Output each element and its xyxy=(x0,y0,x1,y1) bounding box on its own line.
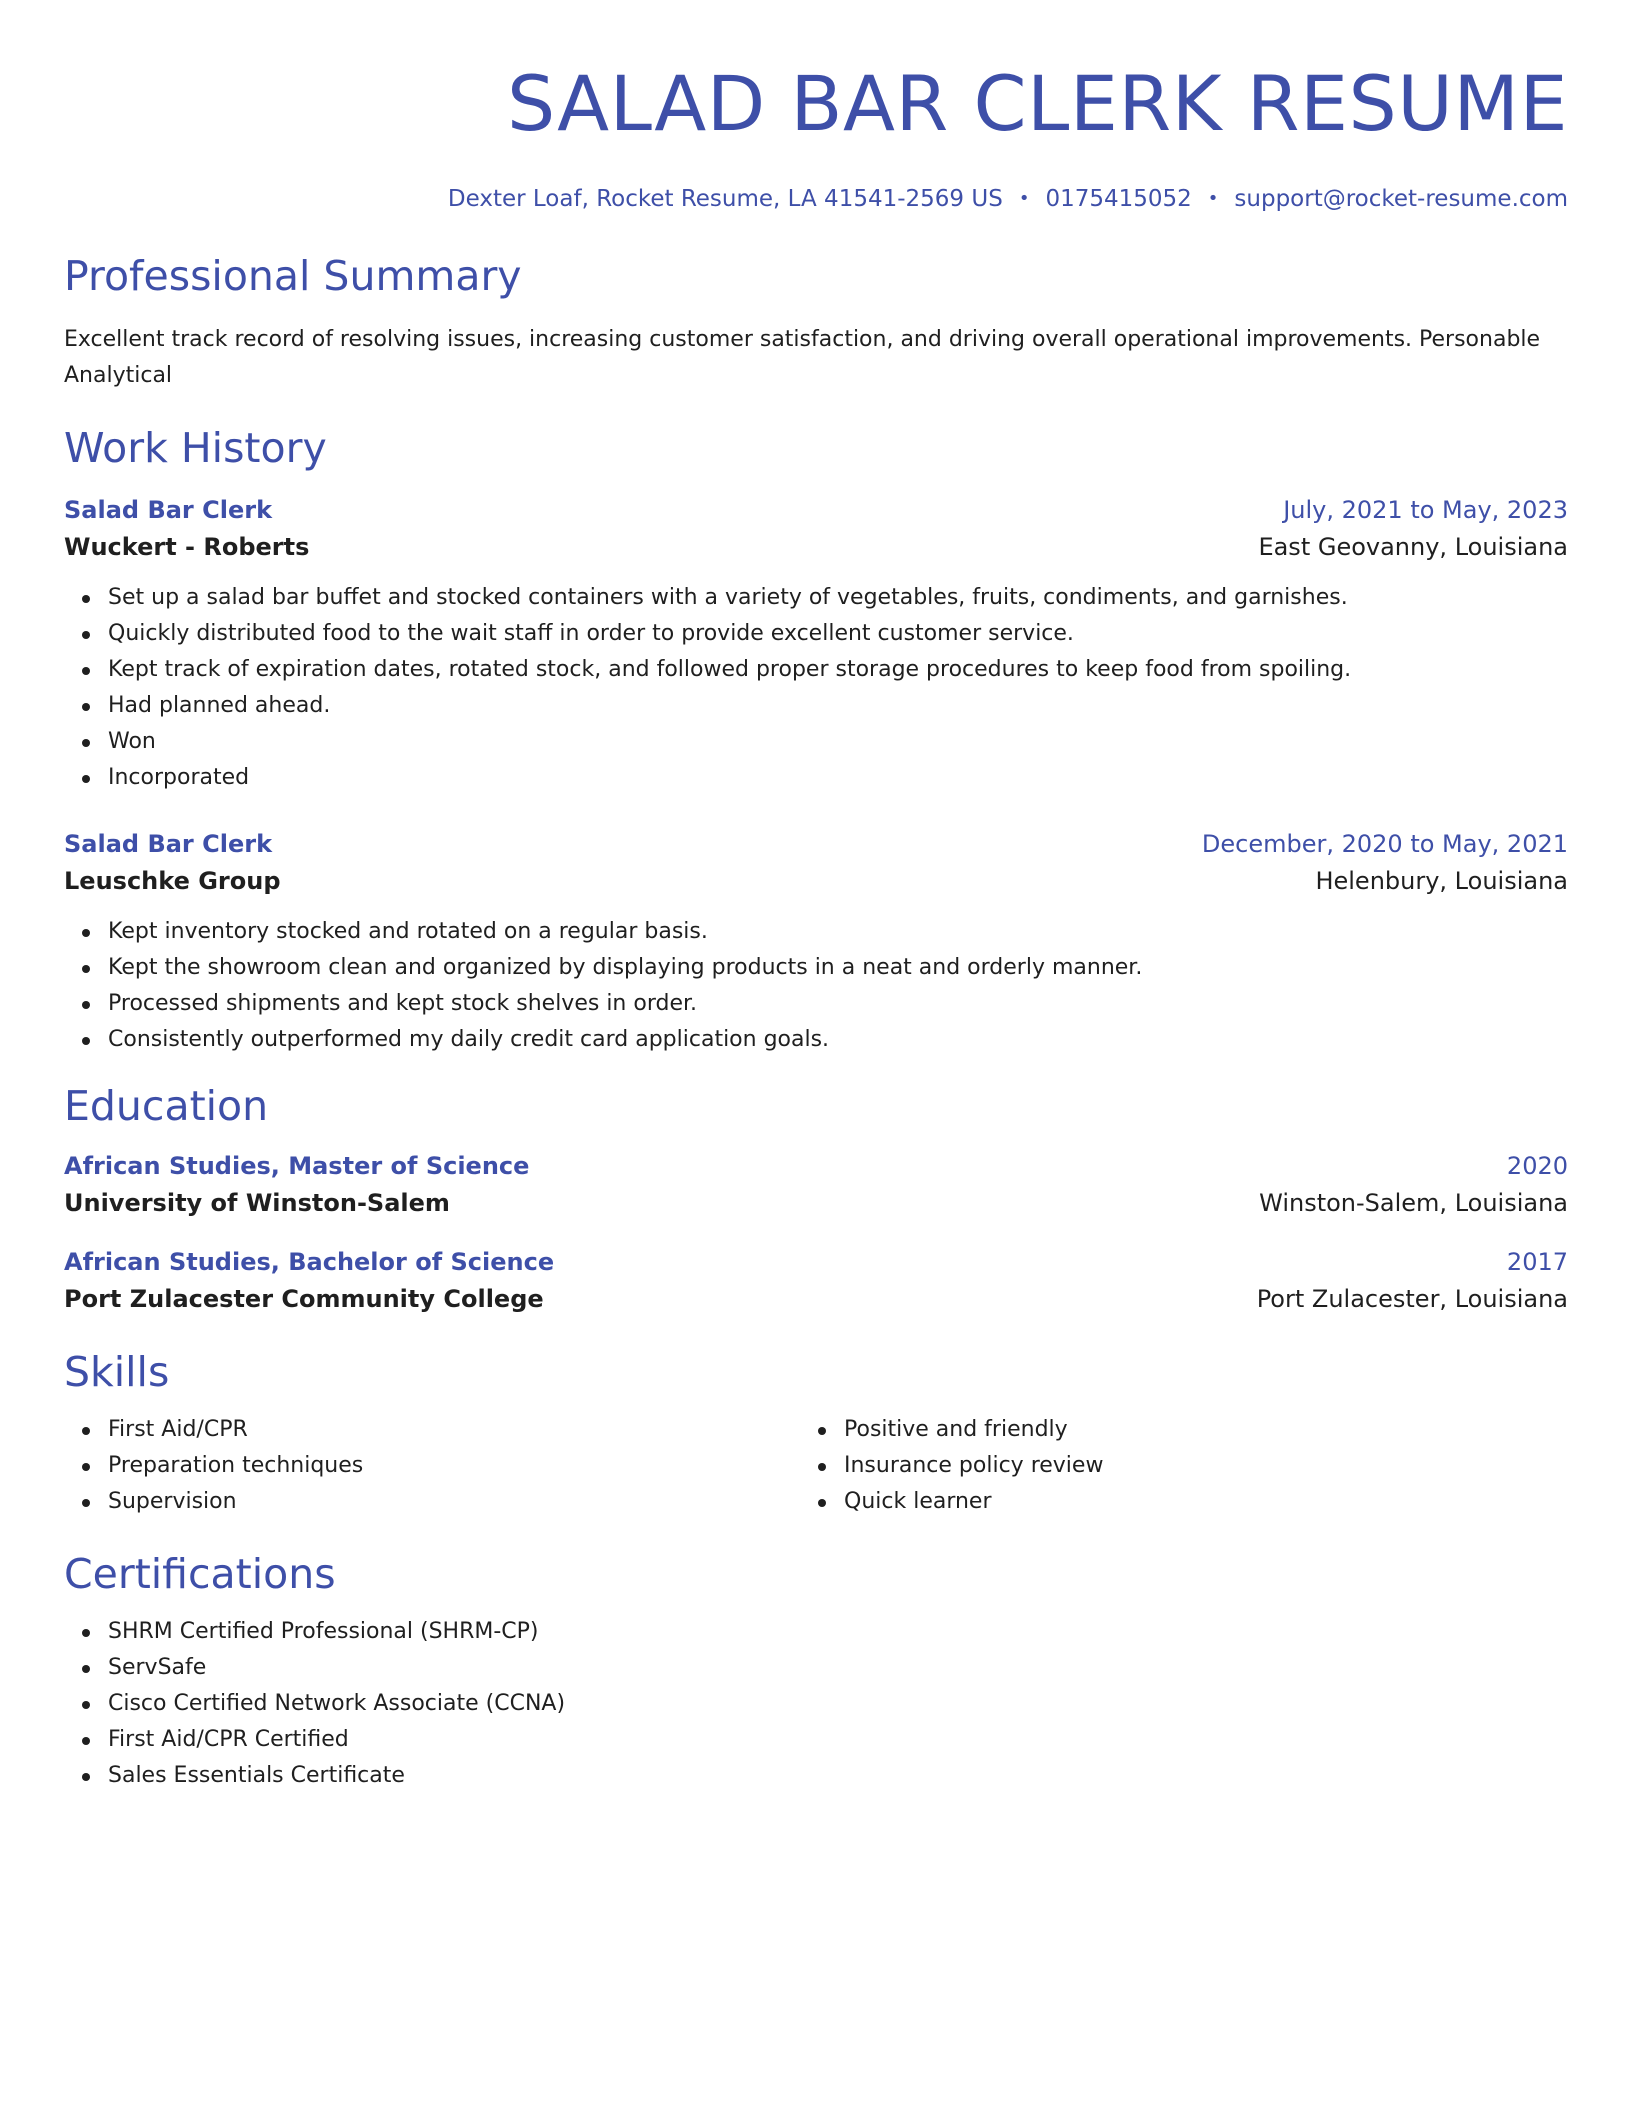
job-duty-item: Kept track of expiration dates, rotated stock, and followed proper storage procedures to keep food from spoiling. xyxy=(108,652,1568,688)
contact-phone: 0175415052 xyxy=(1045,186,1192,212)
skill-item: Quick learner xyxy=(844,1484,1536,1520)
resume-header xyxy=(64,56,1568,214)
job-duties-list xyxy=(64,580,1568,796)
certification-item: SHRM Certified Professional (SHRM-CP) xyxy=(108,1614,1568,1650)
section-title-skills: Skills xyxy=(64,1348,170,1396)
job-duty-item: Processed shipments and kept stock shelves in order. xyxy=(108,986,1568,1022)
certification-item: ServSafe xyxy=(108,1650,1568,1686)
education-entry xyxy=(64,1148,1568,1222)
skill-item: Preparation techniques xyxy=(108,1448,800,1484)
school-location: Winston-Salem, Louisiana xyxy=(1259,1189,1568,1217)
skill-item: Insurance policy review xyxy=(844,1448,1536,1484)
job-dates: July, 2021 to May, 2023 xyxy=(1283,496,1568,524)
degree-year: 2017 xyxy=(1506,1248,1568,1276)
degree-name: African Studies, Bachelor of Science xyxy=(64,1248,555,1276)
contact-separator: • xyxy=(1207,188,1219,209)
section-title-summary: Professional Summary xyxy=(64,252,522,300)
degree-name: African Studies, Master of Science xyxy=(64,1152,530,1180)
skills-column-left xyxy=(64,1412,800,1520)
certification-item: Sales Essentials Certificate xyxy=(108,1758,1568,1794)
job-position: Salad Bar Clerk xyxy=(64,496,273,524)
work-entry xyxy=(64,492,1568,796)
resume-title: SALAD BAR CLERK RESUME xyxy=(506,59,1568,148)
school-location: Port Zulacester, Louisiana xyxy=(1256,1285,1568,1313)
job-company: Wuckert - Roberts xyxy=(64,533,310,561)
education-entry xyxy=(64,1244,1568,1318)
section-title-education: Education xyxy=(64,1082,269,1130)
job-duty-item: Won xyxy=(108,724,1568,760)
skills-list xyxy=(800,1412,1536,1520)
section-title-work-history: Work History xyxy=(64,424,327,472)
degree-year: 2020 xyxy=(1506,1152,1568,1180)
skill-item: Positive and friendly xyxy=(844,1412,1536,1448)
skills-column-right xyxy=(800,1412,1536,1520)
work-entry xyxy=(64,826,1568,1058)
job-position: Salad Bar Clerk xyxy=(64,830,273,858)
contact-address: Dexter Loaf, Rocket Resume, LA 41541-2569 US xyxy=(447,186,1003,212)
skills-grid xyxy=(64,1412,1568,1520)
school-name: University of Winston-Salem xyxy=(64,1189,450,1217)
summary-text: Excellent track record of resolving issues, increasing customer satisfaction, and driving overall operational improvements. Personable Analytical xyxy=(64,327,1541,388)
contact-email[interactable]: support@rocket-resume.com xyxy=(1234,186,1568,212)
contact-separator: • xyxy=(1018,188,1030,209)
job-company: Leuschke Group xyxy=(64,867,281,895)
job-duty-item: Incorporated xyxy=(108,760,1568,796)
certification-item: Cisco Certified Network Associate (CCNA) xyxy=(108,1686,1568,1722)
job-duty-item: Set up a salad bar buffet and stocked containers with a variety of vegetables, fruits, condiments, and garnishes. xyxy=(108,580,1568,616)
job-duty-item: Kept inventory stocked and rotated on a regular basis. xyxy=(108,914,1568,950)
job-duties-list xyxy=(64,914,1568,1058)
job-duty-item: Consistently outperformed my daily credit card application goals. xyxy=(108,1022,1568,1058)
job-duty-item: Quickly distributed food to the wait staff in order to provide excellent customer service. xyxy=(108,616,1568,652)
skills-list xyxy=(64,1412,800,1520)
section-title-certifications: Certifications xyxy=(64,1550,336,1598)
skill-item: First Aid/CPR xyxy=(108,1412,800,1448)
school-name: Port Zulacester Community College xyxy=(64,1285,544,1313)
job-dates: December, 2020 to May, 2021 xyxy=(1201,830,1568,858)
certifications-list xyxy=(64,1614,1568,1794)
job-duty-item: Had planned ahead. xyxy=(108,688,1568,724)
job-location: East Geovanny, Louisiana xyxy=(1258,533,1568,561)
contact-line xyxy=(64,184,1568,214)
job-location: Helenbury, Louisiana xyxy=(1315,867,1568,895)
skill-item: Supervision xyxy=(108,1484,800,1520)
certification-item: First Aid/CPR Certified xyxy=(108,1722,1568,1758)
job-duty-item: Kept the showroom clean and organized by displaying products in a neat and orderly manner. xyxy=(108,950,1568,986)
